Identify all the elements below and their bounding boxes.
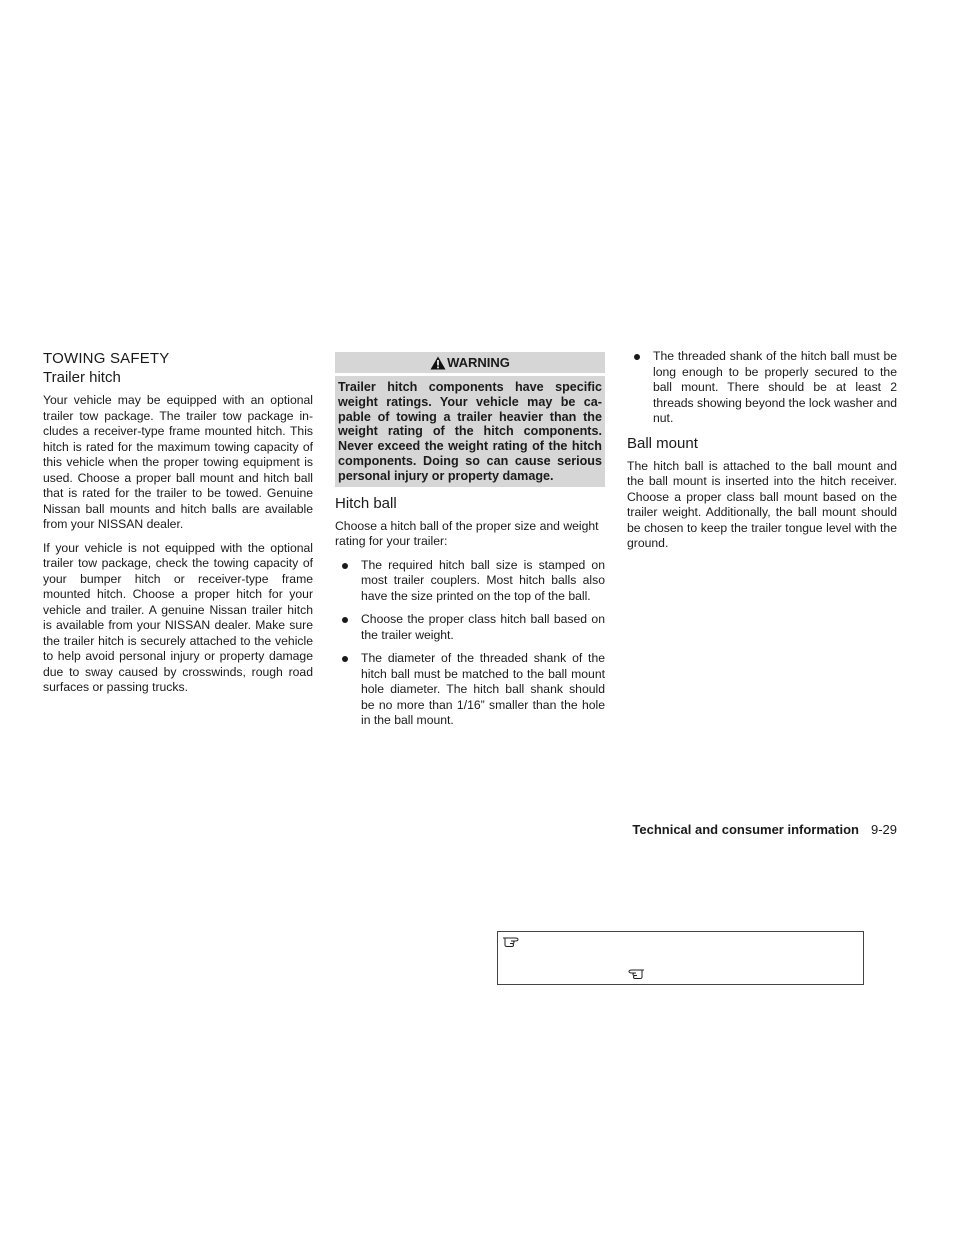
bullet-icon	[342, 617, 348, 623]
footer-section-name: Technical and consumer information	[632, 822, 859, 837]
list-item-text: Choose the proper class hitch ball based on the trailer weight.	[361, 612, 605, 642]
warning-box	[335, 352, 605, 487]
paragraph-hitch-ball-intro: Choose a hitch ball of the proper size and weight rating for your trailer:	[335, 518, 599, 549]
list-item-text: The required hitch ball size is stamped on most trailer couplers. Most hitch balls also have the size printed on the top of the ball.	[361, 557, 605, 603]
list-item	[335, 651, 605, 729]
warning-header	[335, 352, 605, 376]
pointing-hand-icon	[625, 966, 645, 980]
section-title: TOWING SAFETY	[43, 350, 170, 367]
paragraph-no-tow-package: If your vehicle is not equipped with the optional trailer tow package, check the towing capacity of your bumper hitch or receiver-type frame mounted hitch. Choose a proper hitch for your vehicle and trailer. A genuine Nissan trailer hitch is available from your NISSAN dealer. Make sure the trailer hitch is securely attached to the vehicle to help avoid personal injury or property damage due to sway caused by crosswinds, rough road surfaces or passing trucks.	[43, 540, 313, 694]
bullet-icon	[342, 563, 348, 569]
column-left	[43, 349, 313, 704]
paragraph-ball-mount: The hitch ball is attached to the ball mount and the ball mount is inserted into the hitch receiver. Choose a proper class ball mount based on the trailer weight. Additionally, the ball mount should be chosen to keep the trailer tongue level with the ground.	[627, 458, 897, 550]
bullet-icon	[634, 354, 640, 360]
reference-box	[497, 931, 864, 985]
paragraph-tow-package: Your vehicle may be equipped with an optional trailer tow package. The trailer tow package in-cludes a receiver-type frame mounted hitch. This hitch is rated for the maximum towing capacity of this vehicle when the proper towing equipment is used. Choose a proper ball mount and hitch ball that is rated for the trailer to be towed. Genuine Nissan ball mounts and hitch balls are available from your NISSAN dealer.	[43, 393, 313, 531]
page-number: 9-29	[870, 822, 897, 837]
list-item-text: The diameter of the threaded shank of the hitch ball must be matched to the ball mount hole diameter. The hitch ball shank should be no more than 1/16” smaller than the hole in the ball mount.	[361, 651, 605, 728]
subhead-ball-mount: Ball mount	[627, 434, 698, 452]
subhead-hitch-ball: Hitch ball	[335, 494, 397, 512]
warning-triangle-icon	[430, 356, 446, 370]
bullet-icon	[342, 656, 348, 662]
column-middle	[335, 349, 605, 737]
column-right	[627, 349, 897, 560]
list-item-text: The threaded shank of the hitch ball must be long enough to be properly secured to the ball mount. There should be at least 2 threads showing beyond the lock washer and nut.	[653, 349, 897, 425]
warning-label: WARNING	[447, 355, 510, 370]
threaded-shank-list	[627, 349, 897, 427]
warning-text: Trailer hitch components have specific weight ratings. Your vehicle may be ca-pable of towing a trailer heavier than the weight rating of the hitch components. Never exceed the weight rating of the hitch components. Doing so can cause serious personal injury or property damage.	[338, 380, 602, 483]
pointing-hand-icon	[502, 934, 522, 948]
list-item	[335, 612, 605, 643]
list-item	[335, 558, 605, 605]
subhead-trailer-hitch: Trailer hitch	[43, 369, 121, 386]
list-item	[627, 349, 897, 427]
hitch-ball-list	[335, 558, 605, 729]
page-footer	[632, 822, 897, 838]
